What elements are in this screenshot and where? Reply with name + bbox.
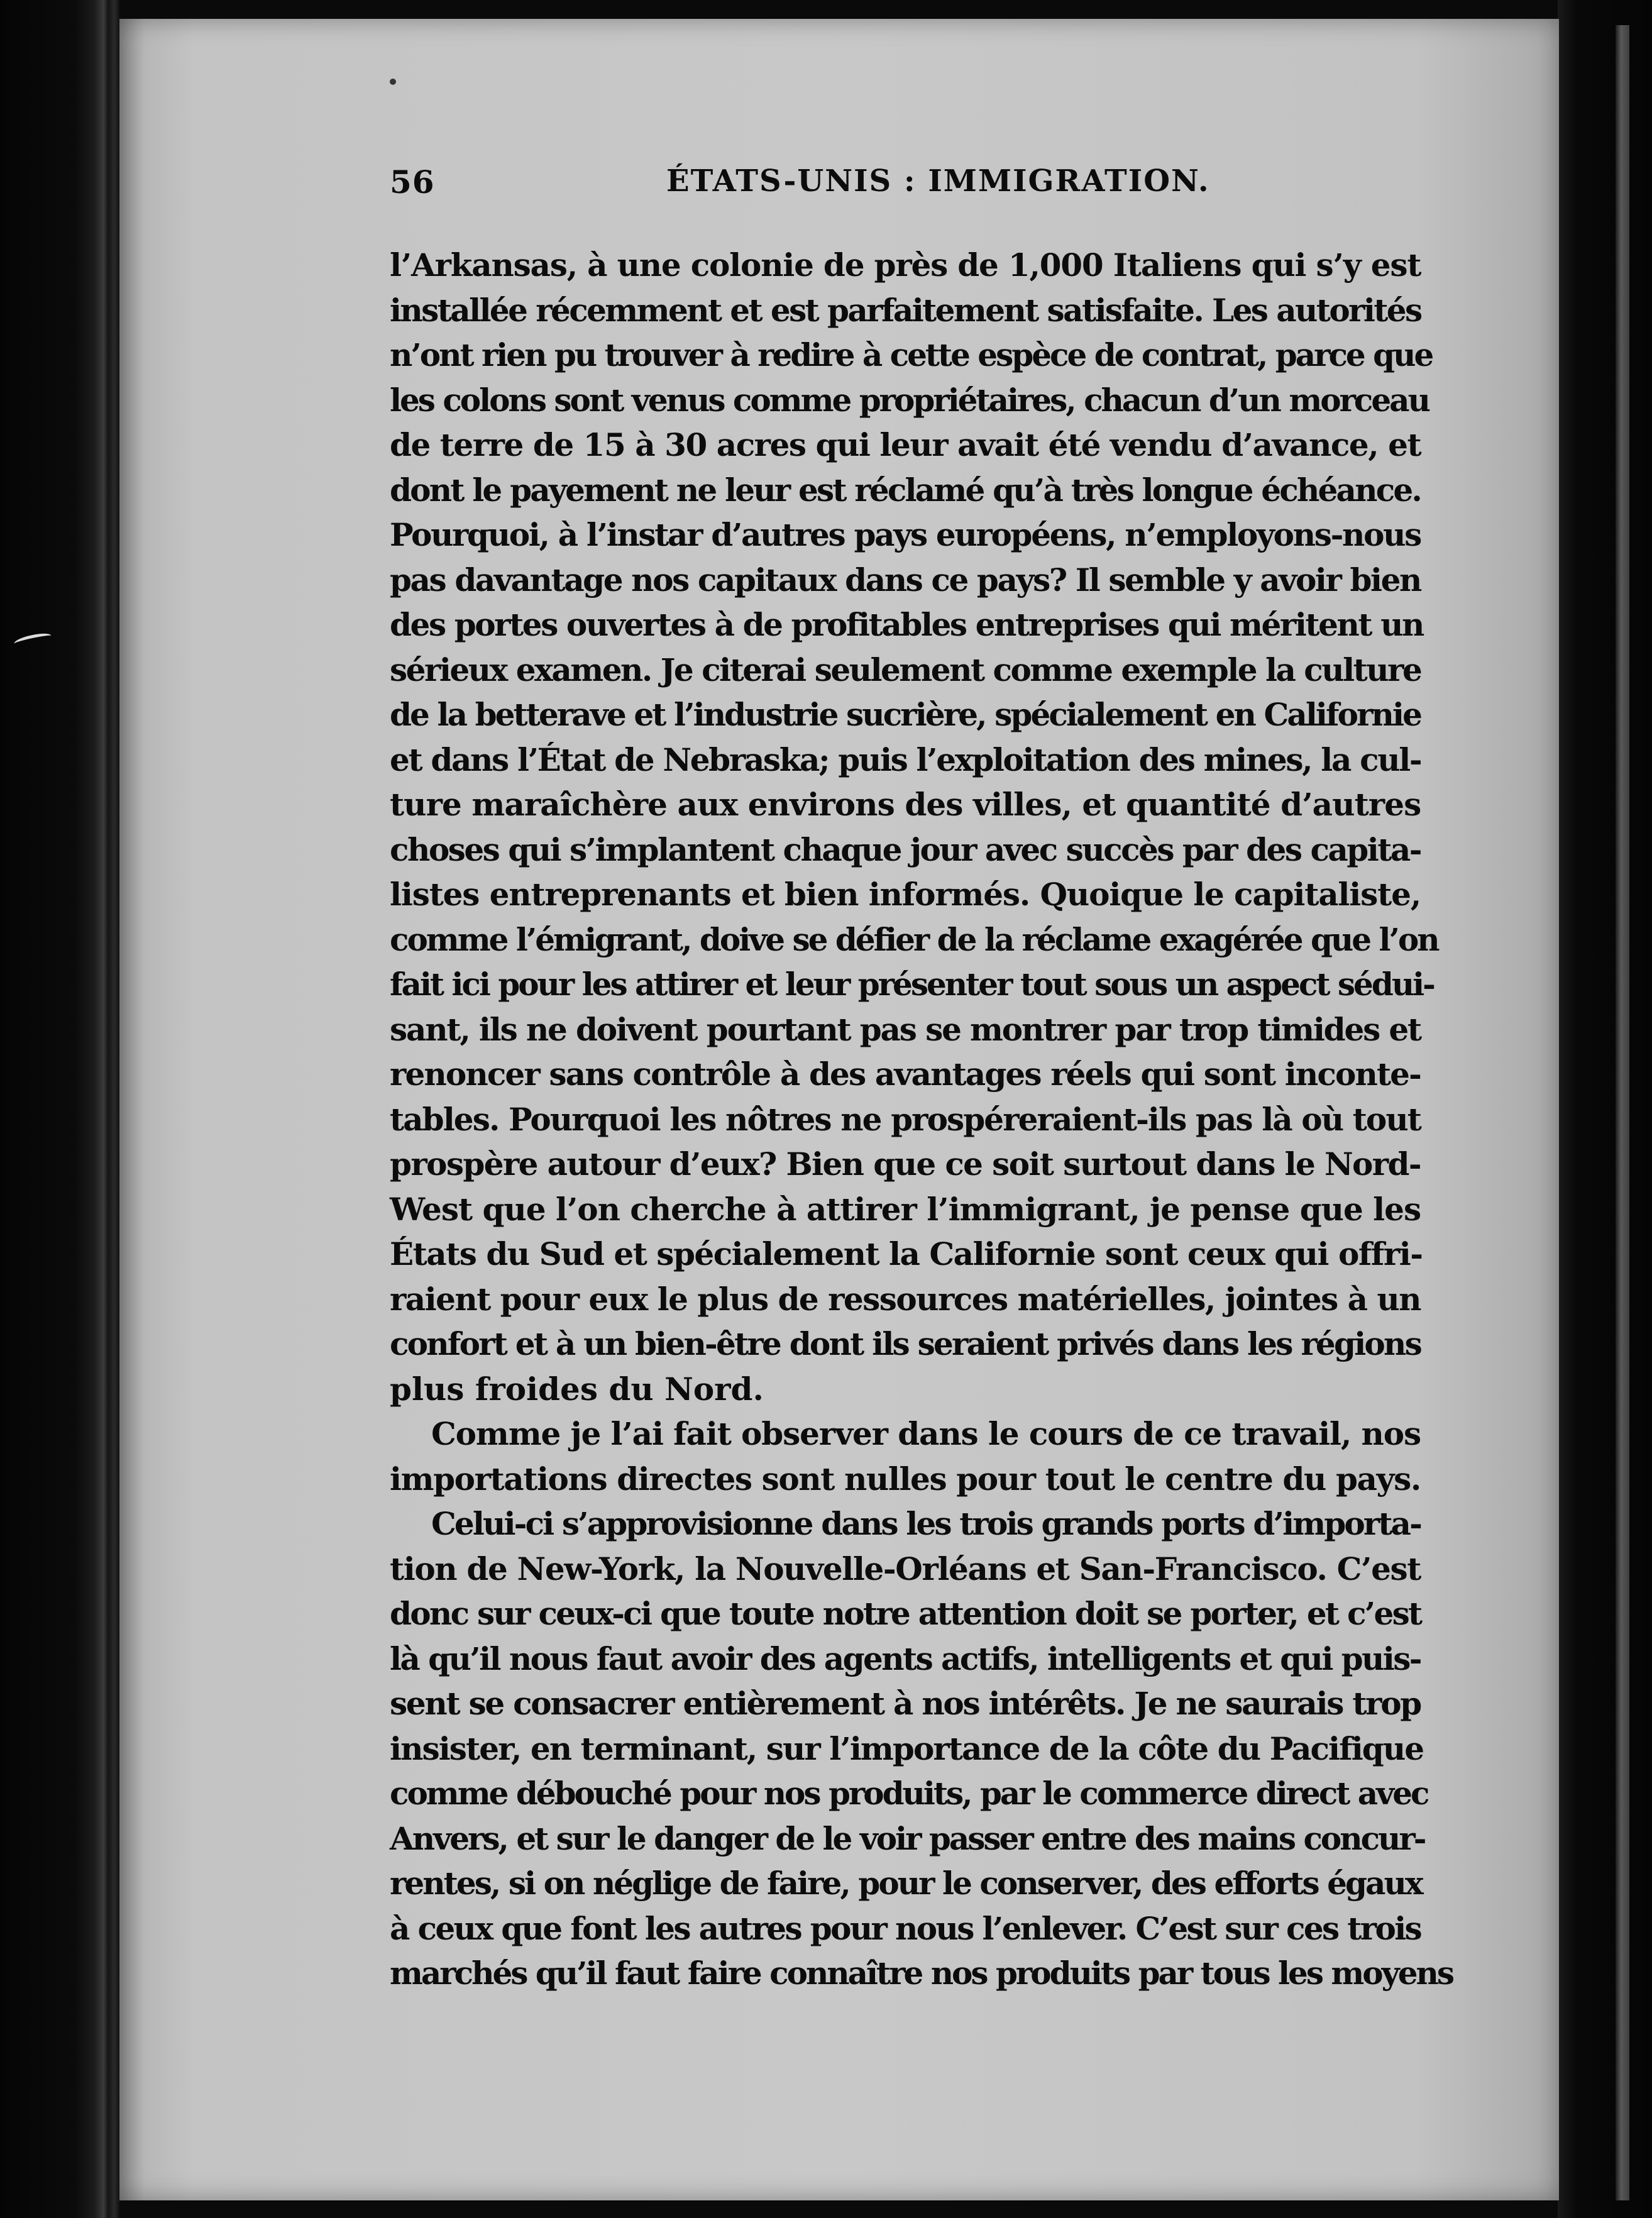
text-line: choses qui s’implantent chaque jour avec succès par des capita- bbox=[390, 830, 1421, 868]
text-line: à ceux que font les autres pour nous l’enlever. C’est sur ces trois bbox=[390, 1909, 1421, 1947]
text-line: l’Arkansas, à une colonie de près de 1,000 Italiens qui s’y est bbox=[390, 246, 1421, 284]
text-line: importations directes sont nulles pour tout le centre du pays. bbox=[390, 1460, 1421, 1498]
text-line: comme l’émigrant, doive se défier de la réclame exagérée que l’on bbox=[390, 920, 1438, 958]
text-line: là qu’il nous faut avoir des agents actifs, intelligents et qui puis- bbox=[390, 1640, 1421, 1677]
paper-speck bbox=[390, 79, 396, 85]
text-line: West que l’on cherche à attirer l’immigrant, je pense que les bbox=[390, 1190, 1421, 1228]
text-line: Comme je l’ai fait observer dans le cours de ce travail, nos bbox=[431, 1415, 1421, 1452]
page-content bbox=[390, 163, 1546, 1996]
text-line: sérieux examen. Je citerai seulement comme exemple la culture bbox=[390, 651, 1421, 688]
text-line: les colons sont venus comme propriétaires, chacun d’un morceau bbox=[390, 381, 1429, 419]
text-line: insister, en terminant, sur l’importance de la côte du Pacifique bbox=[390, 1730, 1424, 1767]
text-line: Anvers, et sur le danger de le voir passer entre des mains concur- bbox=[390, 1819, 1425, 1857]
text-line: fait ici pour les attirer et leur présenter tout sous un aspect sédui- bbox=[390, 966, 1434, 1003]
text-line: renoncer sans contrôle à des avantages réels qui sont inconte- bbox=[390, 1056, 1421, 1093]
running-head bbox=[390, 163, 1546, 220]
facing-page-edge bbox=[1558, 0, 1652, 2218]
text-line: et dans l’État de Nebraska; puis l’exploitation des mines, la cul- bbox=[390, 741, 1421, 778]
page-number: 56 bbox=[390, 163, 435, 201]
text-line: de la betterave et l’industrie sucrière, spécialement en Californie bbox=[390, 696, 1421, 733]
text-line: de terre de 15 à 30 acres qui leur avait été vendu d’avance, et bbox=[390, 426, 1421, 463]
text-line: donc sur ceux-ci que toute notre attention doit se porter, et c’est bbox=[390, 1595, 1421, 1632]
text-line: des portes ouvertes à de profitables entreprises qui méritent un bbox=[390, 606, 1424, 643]
text-line: États du Sud et spécialement la Californie sont ceux qui offri- bbox=[390, 1235, 1423, 1272]
text-line: tion de New-York, la Nouvelle-Orléans et San-Francisco. C’est bbox=[390, 1550, 1421, 1587]
text-line: ture maraîchère aux environs des villes, et quantité d’autres bbox=[390, 786, 1421, 823]
text-line: sent se consacrer entièrement à nos intérêts. Je ne saurais trop bbox=[390, 1685, 1421, 1722]
body-text bbox=[390, 243, 1453, 1996]
text-line: rentes, si on néglige de faire, pour le conserver, des efforts égaux bbox=[390, 1865, 1422, 1902]
text-line: pas davantage nos capitaux dans ce pays? Il semble y avoir bien bbox=[390, 561, 1421, 599]
text-line: comme débouché pour nos produits, par le commerce direct avec bbox=[390, 1775, 1428, 1812]
text-line: marchés qu’il faut faire connaître nos produits par tous les moyens bbox=[390, 1955, 1453, 1992]
paragraph bbox=[390, 1411, 1421, 1501]
text-line: raient pour eux le plus de ressources matérielles, jointes à un bbox=[390, 1280, 1421, 1318]
book-page bbox=[119, 19, 1559, 2200]
running-title: ÉTATS-UNIS : IMMIGRATION. bbox=[666, 163, 1210, 199]
paragraph bbox=[390, 243, 1438, 1411]
text-line: sant, ils ne doivent pourtant pas se montrer par trop timides et bbox=[390, 1010, 1421, 1048]
text-line: plus froides du Nord. bbox=[390, 1370, 764, 1408]
text-line: Celui-ci s’approvisionne dans les trois grands ports d’importa- bbox=[431, 1505, 1421, 1542]
text-line: n’ont rien pu trouver à redire à cette espèce de contrat, parce que bbox=[390, 336, 1433, 373]
text-line: dont le payement ne leur est réclamé qu’à très longue échéance. bbox=[390, 471, 1421, 509]
text-line: installée récemment et est parfaitement satisfaite. Les autorités bbox=[390, 291, 1421, 329]
text-line: listes entreprenants et bien informés. Quoique le capitaliste, bbox=[390, 876, 1421, 913]
book-spine-edge bbox=[0, 0, 119, 2218]
paragraph bbox=[390, 1501, 1453, 1996]
text-line: tables. Pourquoi les nôtres ne prospéreraient-ils pas là où tout bbox=[390, 1100, 1421, 1138]
text-line: Pourquoi, à l’instar d’autres pays européens, n’employons-nous bbox=[390, 516, 1421, 553]
text-line: confort et à un bien-être dont ils seraient privés dans les régions bbox=[390, 1325, 1421, 1362]
next-page-strip bbox=[1616, 25, 1629, 2200]
text-line: prospère autour d’eux? Bien que ce soit surtout dans le Nord- bbox=[390, 1145, 1421, 1183]
